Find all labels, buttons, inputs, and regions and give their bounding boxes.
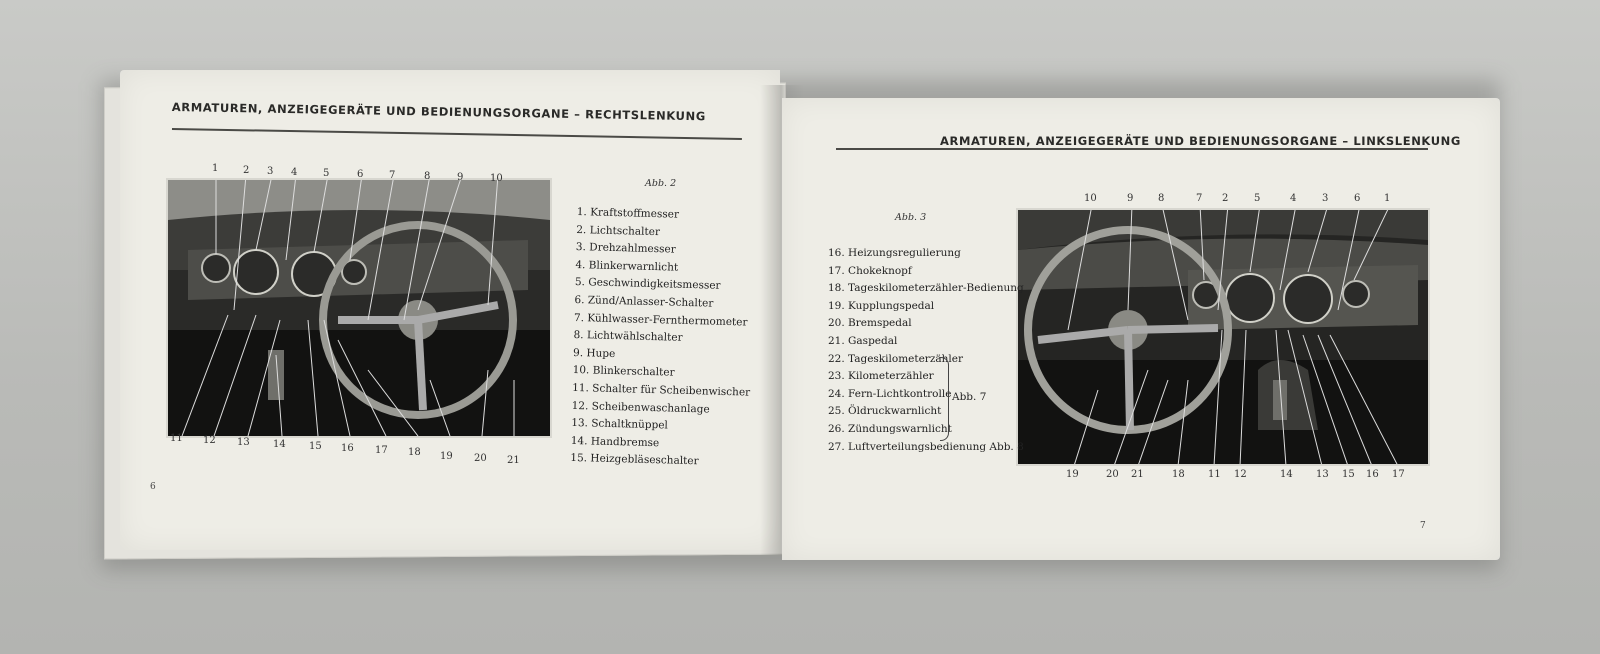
right-bottom-number: 16: [1366, 469, 1379, 480]
legend-item: 3. Drehzahlmesser: [575, 241, 676, 256]
left-bottom-number: 14: [273, 439, 286, 450]
left-bottom-number: 21: [507, 455, 520, 466]
left-legend: [570, 204, 755, 472]
left-top-number: 4: [291, 167, 298, 178]
legend-item: 27. Luftverteilungsbedienung Abb. 8: [828, 440, 1024, 453]
legend-item: 14. Handbremse: [570, 434, 660, 449]
legend-item: 26. Zündungswarnlicht: [828, 422, 952, 435]
right-bottom-number: 19: [1066, 469, 1079, 480]
left-page-number: 6: [150, 482, 156, 492]
legend-item: 24. Fern-Lichtkontrolle: [828, 387, 952, 400]
right-page-number: 7: [1420, 521, 1426, 531]
right-top-number: 5: [1254, 193, 1261, 204]
right-bottom-number: 21: [1131, 469, 1144, 480]
legend-item: 20. Bremspedal: [828, 317, 912, 330]
right-bottom-number: 12: [1234, 469, 1247, 480]
right-heading-rule: [836, 148, 1428, 150]
legend-item: 5. Geschwindigkeitsmesser: [574, 276, 721, 293]
right-top-number: 10: [1084, 193, 1097, 204]
right-top-number: 7: [1196, 193, 1203, 204]
right-top-number: 2: [1222, 193, 1229, 204]
right-top-number: 6: [1354, 193, 1361, 204]
left-dashboard-photo: [166, 178, 552, 438]
left-bottom-number: 20: [474, 453, 487, 464]
left-bottom-number: 19: [440, 451, 453, 462]
legend-item: 9. Hupe: [572, 346, 616, 360]
left-bottom-number: 15: [309, 441, 322, 452]
right-bottom-number: 13: [1316, 469, 1329, 480]
left-bottom-number: 16: [341, 443, 354, 454]
right-bottom-number: 17: [1392, 469, 1405, 480]
legend-item: 4. Blinkerwarnlicht: [575, 258, 679, 274]
legend-item: 16. Heizungsregulierung: [828, 247, 961, 259]
right-legend: [828, 245, 1024, 456]
right-figure-label: Abb. 3: [895, 212, 927, 223]
legend-item: 11. Schalter für Scheibenwischer: [572, 381, 751, 399]
left-figure-label: Abb. 2: [645, 178, 677, 189]
right-top-number: 8: [1158, 193, 1165, 204]
legend-item: 13. Schaltknüppel: [571, 417, 669, 432]
legend-item: 21. Gaspedal: [828, 334, 898, 347]
left-bottom-number: 13: [237, 437, 250, 448]
left-bottom-number: 18: [408, 447, 421, 458]
left-top-number: 10: [490, 173, 503, 184]
right-top-number: 9: [1127, 193, 1134, 204]
legend-item: 19. Kupplungspedal: [828, 299, 935, 312]
left-top-number: 6: [357, 169, 364, 180]
left-top-number: 9: [457, 172, 464, 183]
legend-brace: [940, 357, 949, 441]
legend-item: 10. Blinkerschalter: [572, 364, 675, 379]
legend-item: 7. Kühlwasser-Fernthermometer: [573, 311, 748, 329]
left-top-number: 2: [243, 165, 250, 176]
left-top-number: 7: [389, 170, 396, 181]
right-top-number: 4: [1290, 193, 1297, 204]
right-heading: ARMATUREN, ANZEIGEGERÄTE UND BEDIENUNGSORGANE – LINKSLENKUNG: [940, 134, 1461, 148]
left-bottom-number: 17: [375, 445, 388, 456]
right-dashboard-photo: [1016, 208, 1430, 466]
right-bottom-number: 18: [1172, 469, 1185, 480]
right-top-number: 3: [1322, 193, 1329, 204]
legend-item: 17. Chokeknopf: [828, 264, 912, 277]
legend-item: 1. Kraftstoffmesser: [576, 205, 680, 221]
brace-label: Abb. 7: [952, 391, 987, 403]
legend-item: 25. Öldruckwarnlicht: [828, 405, 942, 418]
left-top-number: 5: [323, 168, 330, 179]
left-top-number: 3: [267, 166, 274, 177]
right-top-number: 1: [1384, 193, 1391, 204]
legend-item: 12. Scheibenwaschanlage: [571, 399, 710, 416]
legend-item: 8. Lichtwählschalter: [573, 329, 683, 344]
right-bottom-number: 15: [1342, 469, 1355, 480]
legend-item: 18. Tageskilometerzähler-Bedienung: [828, 282, 1024, 295]
legend-item: 2. Lichtschalter: [576, 223, 661, 238]
left-top-number: 8: [424, 171, 431, 182]
legend-item: 22. Tageskilometerzähler: [828, 352, 963, 365]
left-top-number: 1: [212, 163, 219, 174]
right-bottom-number: 11: [1208, 469, 1221, 480]
right-bottom-number: 20: [1106, 469, 1119, 480]
left-bottom-number: 12: [203, 435, 216, 446]
right-bottom-number: 14: [1280, 469, 1293, 480]
left-bottom-number: 11: [170, 433, 183, 444]
left-heading: ARMATUREN, ANZEIGEGERÄTE UND BEDIENUNGSORGANE – RECHTSLENKUNG: [171, 100, 706, 124]
legend-item: 23. Kilometerzähler: [828, 370, 934, 383]
legend-item: 15. Heizgebläseschalter: [570, 452, 699, 468]
legend-item: 6. Zünd/Anlasser-Schalter: [574, 293, 714, 310]
